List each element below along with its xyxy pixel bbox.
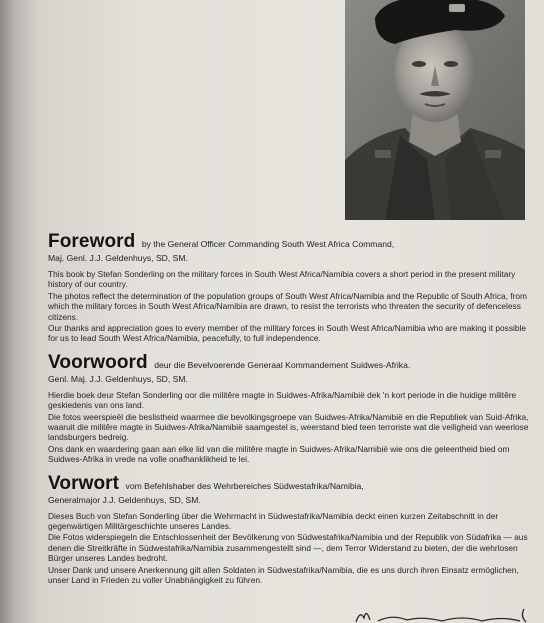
signature [352,606,542,623]
section-author: Genl. Maj. J.J. Geldenhuys, SD, SM. [48,373,188,384]
paragraph: This book by Stefan Sonderling on the military forces in South West Africa/Namibia covers a short period in the present military history of our country. [48,268,516,290]
paragraph: Our thanks and appreciation goes to every member of the military forces in South West Africa/Namibia who are making it possible for us to lead South West Africa/Namibia, peacefully, to full independence. [48,322,526,344]
paragraph: Ons dank en waardering gaan aan elke lid van die militêre magte in Suidwes-Afrika/Namibië wie ons die geleentheid bied om Suidwes-Afrika in vrede na volle onafhanklikheid te lei. [48,443,510,465]
paragraph: The photos reflect the determination of the population groups of South West Africa/Namibia and the Republic of South Africa, from which the military forces in South West Africa/Namibia are drawn, to resist the terrorists who threaten the security of defenceless citizens. [48,290,527,322]
foreword-section-english [48,232,530,344]
section-subheading: vom Befehlshaber des Wehrbereiches Südwestafrika/Namibia, [125,480,364,491]
section-heading: Foreword [48,231,136,252]
foreword-document [48,232,530,594]
foreword-section-afrikaans [48,353,530,465]
section-author: Generalmajor J.J. Geldenhuys, SD, SM. [48,494,201,505]
foreword-section-german [48,474,530,586]
section-heading: Vorwort [48,472,120,494]
portrait-photo [345,0,525,220]
section-subheading: by the General Officer Commanding South West Africa Command, [141,239,395,249]
paragraph: Unser Dank und unsere Anerkennung gilt allen Soldaten in Südwestafrika/Namibia, die es uns durch ihren Einsatz ermöglichen, unser Land in Frieden zu voller Unabhängigkeit zu führen. [48,564,519,585]
paragraph: Die fotos weerspieël die beslistheid waarmee die bevolkingsgroepe van Suidwes-Afrika/Namibië en die Republiek van Suid-Afrika, waaruit die militêre magte in Suidwes-Afrika/Namibië saamgestel is, weerstand bied teen terroriste wat die veiligheid van weerlose landsburgers bedreig. [48,411,529,443]
section-author: Maj. Genl. J.J. Geldenhuys, SD, SM. [48,252,188,263]
paragraph: Dieses Buch von Stefan Sonderling über die Wehrmacht in Südwestafrika/Namibia deckt einen kurzen Zeitabschnitt in der gegenwärtigen Militärgeschichte unseres Landes. [48,510,499,531]
section-subheading: deur die Bevelvoerende Generaal Kommandement Suidwes-Afrika. [154,359,411,370]
paragraph: Hierdie boek deur Stefan Sonderling oor die militêre magte in Suidwes-Afrika/Namibië dek 'n kort periode in die huidige militêre geskiedenis van ons land. [48,389,517,411]
paragraph: Die Fotos widerspiegeln die Entschlossenheit der Bevölkerung von Südwestafrika/Namibia und der Republik von Südafrika — aus denen die Streitkräfte in Südwestafrika/Namibia zusammengestellt sind —, dem Terror Widerstand zu bieten, der die wehrlosen Bürger unseres Landes bedroht. [48,532,528,564]
section-heading: Voorwoord [48,351,148,373]
